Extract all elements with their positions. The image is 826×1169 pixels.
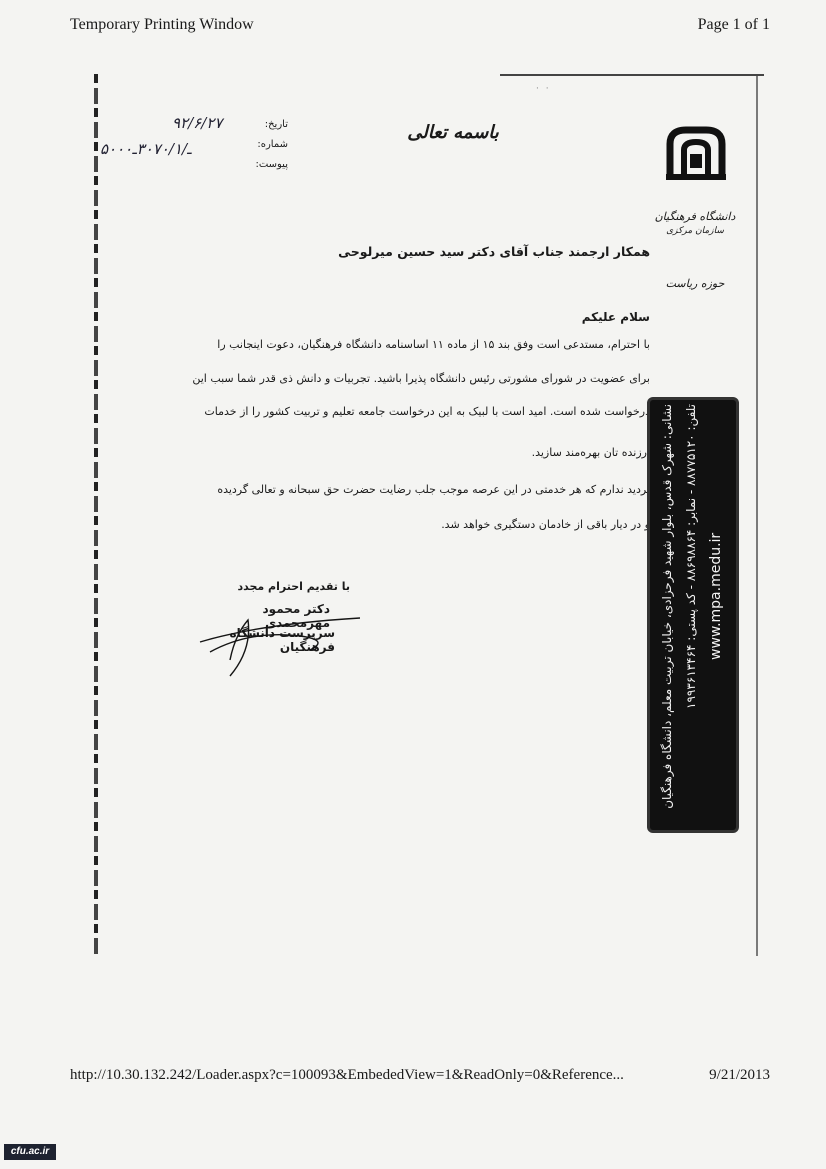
signer-title: سرپرست دانشگاه فرهنگیان [229, 626, 335, 654]
number-label: شماره: [257, 139, 288, 150]
attachment-label: پیوست: [255, 159, 288, 170]
sidebar-phone: تلفن: ۸۸۷۷۵۱۲۰ - نمابر: ۸۸۶۹۸۸۶۴ - کد پستی: ۱۹۹۳۶۱۳۴۶۴ [684, 404, 698, 709]
page-indicator: Page 1 of 1 [697, 16, 770, 33]
logo-caption [650, 210, 740, 238]
handwritten-meta [100, 110, 246, 162]
sidebar-address: نشانی: شهرک قدس، بلوار شهید فرحزادی، خیابان تربیت معلم، دانشگاه فرهنگیان [660, 404, 674, 809]
office-label: حوزه ریاست [665, 277, 725, 290]
letter-greeting: سلام علیکم [581, 310, 650, 324]
logo-org-name: سازمان مرکزی [666, 226, 724, 236]
body-line-6: و در دیار باقی از خادمان دستگیری خواهد شد. [441, 518, 650, 531]
handwritten-number: ۵۰۰۰ـ/۳۰۷۰/۱ـ [100, 140, 192, 158]
logo-university-name: دانشگاه فرهنگیان [654, 210, 736, 223]
body-line-5: تردید ندارم که هر خدمتی در این عرصه موجب جلب رضایت حضرت حق سبحانه و تعالی گردیده [217, 483, 650, 496]
print-window-title: Temporary Printing Window [70, 16, 254, 33]
print-footer-date: 9/21/2013 [709, 1067, 770, 1083]
handwritten-date: ۹۲/۶/۲۷ [172, 114, 223, 132]
date-label: تاریخ: [264, 119, 288, 130]
body-line-3: درخواست شده است. امید است با لبیک به این درخواست جامعه تعلیم و تربیت کشور را از خدمات [204, 405, 650, 418]
sheet-right-edge [756, 76, 758, 956]
letter-invocation: باسمه تعالی [407, 122, 499, 143]
signer-name: دکتر محمود مهرمحمدی [262, 602, 330, 630]
body-line-4: ارزنده تان بهره‌مند سازید. [531, 446, 650, 459]
body-line-2: برای عضویت در شورای مشورتی رئیس دانشگاه پذیرا باشید. تجربیات و دانش ذی قدر شما سبب این [192, 372, 650, 385]
letter-closing: با تقدیم احترام مجدد [237, 580, 350, 593]
body-line-1: با احترام، مستدعی است وفق بند ۱۵ از ماده ۱۱ اساسنامه دانشگاه فرهنگیان، دعوت اینجانب را [217, 338, 650, 351]
address-sidebar [650, 400, 736, 830]
scan-speck: · · [536, 84, 551, 94]
sidebar-website: www.mpa.medu.ir [708, 532, 724, 660]
handwritten-signature-icon [190, 590, 380, 680]
print-footer-url: http://10.30.132.242/Loader.aspx?c=100093&EmbededView=1&ReadOnly=0&Reference... [70, 1067, 624, 1083]
site-watermark: cfu.ac.ir [4, 1144, 56, 1160]
sheet-left-edge [94, 74, 98, 958]
letter-recipient: همکار ارجمند جناب آقای دکتر سید حسین میرلوحی [338, 244, 650, 259]
university-logo-icon [660, 124, 732, 184]
sheet-top-edge [500, 74, 764, 76]
